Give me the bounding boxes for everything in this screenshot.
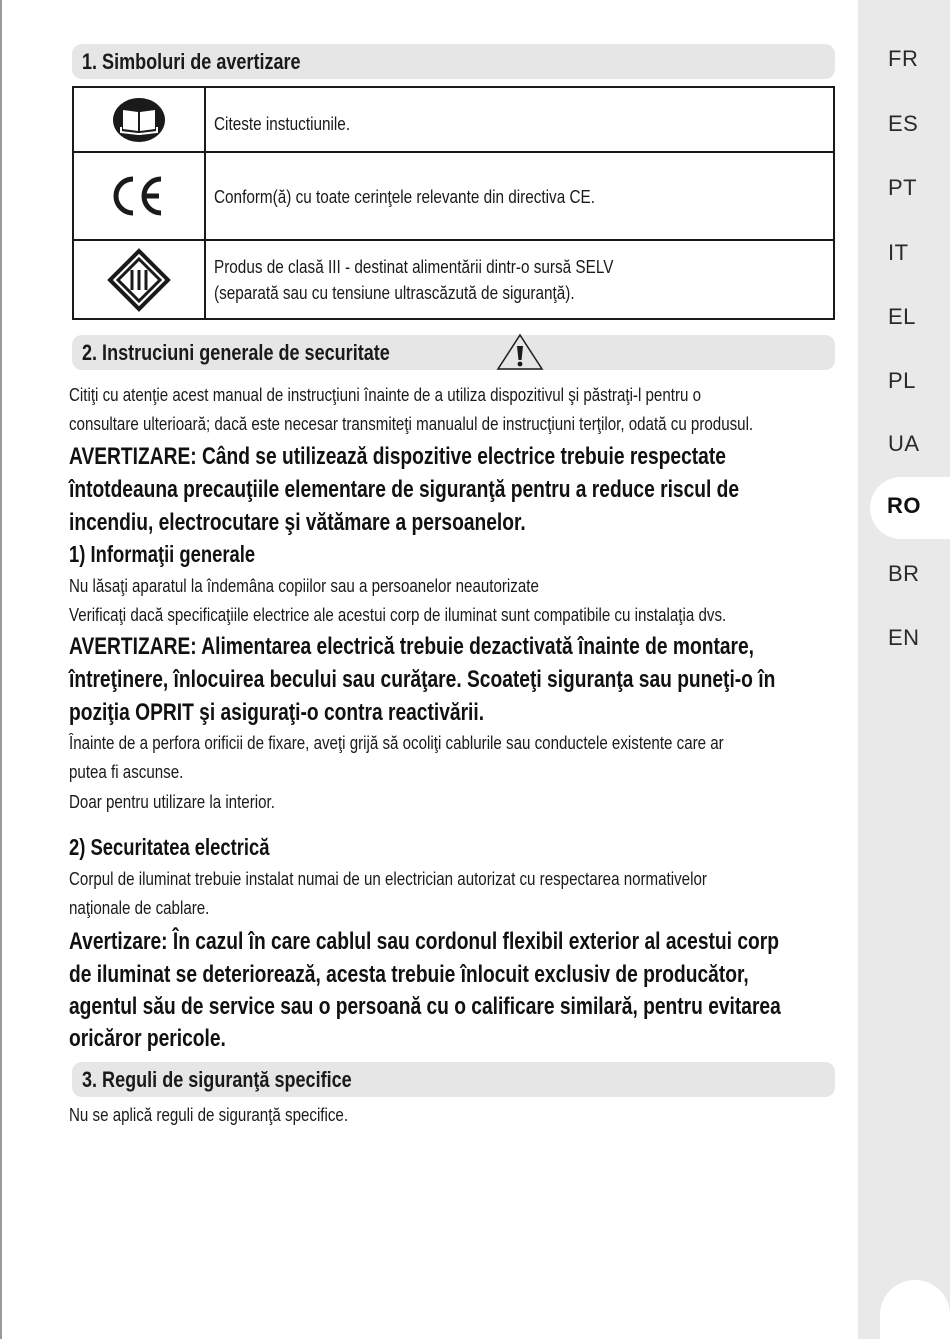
lang-tab-el[interactable]: EL <box>888 304 916 329</box>
lang-tab-it[interactable]: IT <box>888 240 909 265</box>
lang-tab-ro-active[interactable]: RO <box>870 477 950 539</box>
symbol-row <box>74 153 833 241</box>
lang-tab-fr[interactable]: FR <box>888 46 919 71</box>
lang-tab-pt[interactable]: PT <box>888 175 918 200</box>
lang-tab-es[interactable]: ES <box>888 111 919 136</box>
warning-text: poziţia OPRIT şi asiguraţi-o contra reactivării. <box>69 699 485 726</box>
subsection-title: 2) Securitatea electrică <box>69 834 270 860</box>
paragraph-line: Nu lăsaţi aparatul la îndemâna copiilor sau a persoanelor neautorizate <box>69 576 539 596</box>
section-1-title: 1. Simboluri de avertizare <box>82 49 301 74</box>
symbol-text: Produs de clasă III - destinat alimentării dintr-o sursă SELV <box>214 257 614 277</box>
paragraph-line: Înainte de a perfora orificii de fixare, aveţi grijă să ocoliţi cablurile sau conductele existente care ar <box>69 733 724 753</box>
lang-tab-br[interactable]: BR <box>888 561 920 586</box>
warning-text: întotdeauna precauţiile elementare de siguranţă pentru a reduce riscul de <box>69 476 740 503</box>
warning-text: oricăror pericole. <box>69 1025 226 1052</box>
subsection-title: 1) Informaţii generale <box>69 541 256 567</box>
page-left-border <box>0 0 2 1339</box>
warning-text: întreţinere, înlocuirea becului sau curăţare. Scoateţi siguranţa sau puneţi-o în <box>69 666 776 693</box>
lang-tab-en[interactable]: EN <box>888 625 920 650</box>
warning-text: Avertizare: În cazul în care cablul sau cordonul flexibil exterior al acestui corp <box>69 928 779 955</box>
symbol-row <box>74 241 833 318</box>
warning-text: incendiu, electrocutare şi vătămare a persoanelor. <box>69 509 526 536</box>
class-iii-diamond-icon <box>107 248 171 312</box>
paragraph-line: naţionale de cablare. <box>69 898 210 918</box>
intro-paragraph-line: consultare ulterioară; dacă este necesar transmiteţi manualul de instrucţiuni terţilor, odată cu produsul. <box>69 414 754 434</box>
warning-text: de iluminat se deteriorează, acesta trebuie înlocuit exclusiv de producător, <box>69 961 749 988</box>
symbol-text: Conform(ă) cu toate cerinţele relevante din directiva CE. <box>214 187 595 207</box>
symbol-icon-cell <box>74 88 206 151</box>
paragraph-line: Doar pentru utilizare la interior. <box>69 792 275 812</box>
lang-tab-ua[interactable]: UA <box>888 431 920 456</box>
paragraph-line: Corpul de iluminat trebuie instalat numai de un electrician autorizat cu respectarea normativelor <box>69 869 707 889</box>
symbol-row <box>74 88 833 153</box>
paragraph-line: Nu se aplică reguli de siguranţă specifice. <box>69 1105 349 1125</box>
lang-tab-pl[interactable]: PL <box>888 368 916 393</box>
warning-text: AVERTIZARE: Când se utilizează dispozitive electrice trebuie respectate <box>69 443 726 470</box>
symbol-icon-cell <box>74 153 206 239</box>
paragraph-line: Verificaţi dacă specificaţiile electrice ale acestui corp de iluminat sunt compatibile cu instalaţia dvs. <box>69 605 727 625</box>
ce-mark-icon <box>111 175 167 217</box>
section-1-header <box>72 44 835 79</box>
paragraph-line: putea fi ascunse. <box>69 762 184 782</box>
section-3-title: 3. Reguli de siguranţă specifice <box>82 1067 352 1092</box>
warning-text: AVERTIZARE: Alimentarea electrică trebuie dezactivată înainte de montare, <box>69 633 755 660</box>
section-2-title: 2. Instruciuni generale de securitate <box>82 340 390 365</box>
section-3-header <box>72 1062 835 1097</box>
warning-triangle-icon <box>495 332 545 372</box>
warning-text: agentul său de service sau o persoană cu o calificare similară, pentru evitarea <box>69 993 781 1020</box>
read-instructions-book-icon <box>112 97 166 143</box>
symbol-text-line2: (separată sau cu tensiune ultrascăzută de siguranţă). <box>214 283 575 303</box>
symbol-text: Citeste instuctiunile. <box>214 114 351 134</box>
section-2-header <box>72 335 835 370</box>
language-sidebar <box>858 0 950 1339</box>
symbols-table <box>72 86 835 320</box>
symbol-icon-cell <box>74 241 206 318</box>
intro-paragraph-line: Citiţi cu atenţie acest manual de instrucţiuni înainte de a utiliza dispozitivul şi păstraţi-l pentru o <box>69 385 702 405</box>
page-number-tab <box>880 1280 950 1339</box>
